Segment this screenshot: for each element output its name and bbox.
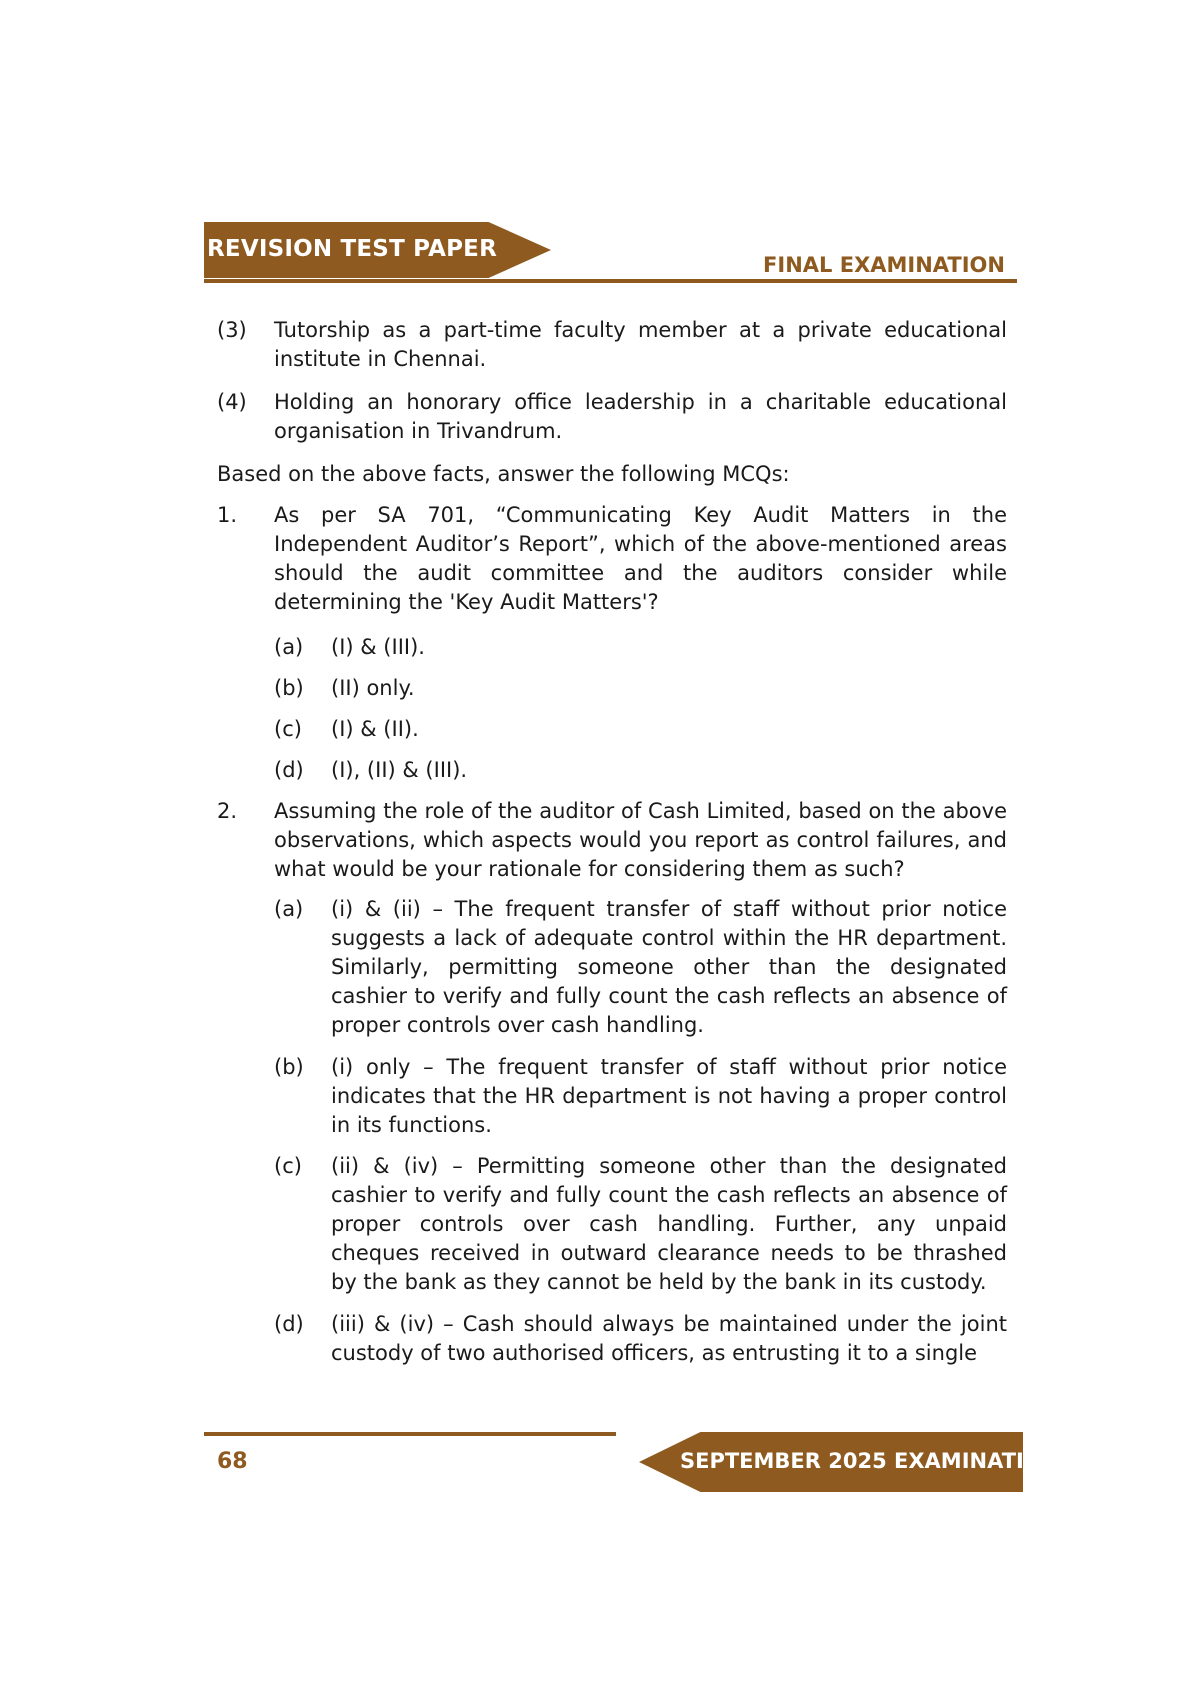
- option-text: (I), (II) & (III).: [331, 758, 468, 782]
- list-item-label: (4): [217, 390, 247, 414]
- option-label: (a): [274, 635, 304, 659]
- option-label: (c): [274, 1154, 302, 1178]
- question-text: As per SA 701, “Communicating Key Audit Matters in the Independent Auditor’s Report”, which of the above-mentioned areas should the audit committee and the auditors consider while determining the 'Key Audit Matters'?: [274, 503, 1007, 614]
- option-label: (d): [274, 758, 304, 782]
- list-item-text: Holding an honorary office leadership in a charitable educational organisation in Trivandrum.: [274, 390, 1007, 443]
- list-item: [217, 388, 1007, 448]
- option-label: (a): [274, 897, 304, 921]
- option-text: (II) only.: [331, 676, 415, 700]
- question: [217, 797, 1007, 887]
- option-text: (iii) & (iv) – Cash should always be maintained under the joint custody of two authorised officers, as entrusting it to a single: [331, 1312, 1007, 1365]
- option-text: (I) & (III).: [331, 635, 425, 659]
- footer-rule: [204, 1432, 616, 1436]
- option-label: (b): [274, 676, 304, 700]
- header-banner-title: REVISION TEST PAPER: [207, 236, 497, 262]
- option-text: (i) only – The frequent transfer of staff without prior notice indicates that the HR department is not having a proper control in its functions.: [331, 1055, 1007, 1137]
- option-label: (c): [274, 717, 302, 741]
- list-item-label: (3): [217, 318, 247, 342]
- header-rule: [204, 279, 1017, 283]
- question-number: 1.: [217, 503, 238, 527]
- option-label: (b): [274, 1055, 304, 1079]
- question: [217, 501, 1007, 621]
- intro-text: Based on the above facts, answer the following MCQs:: [217, 462, 790, 486]
- question-number: 2.: [217, 799, 238, 823]
- option-label: (d): [274, 1312, 304, 1336]
- question-text: Assuming the role of the auditor of Cash Limited, based on the above observations, which aspects would you report as control failures, and what would be your rationale for considering them as such?: [274, 799, 1007, 881]
- page-number: 68: [217, 1449, 248, 1474]
- list-item: [217, 316, 1007, 376]
- list-item-text: Tutorship as a part-time faculty member at a private educational institute in Chennai.: [274, 318, 1007, 371]
- option-text: (ii) & (iv) – Permitting someone other than the designated cashier to verify and fully count the cash reflects an absence of proper controls over cash handling. Further, any unpaid cheques received in outward clearance needs to be thrashed by the bank as they cannot be held by the bank in its custody.: [331, 1154, 1007, 1294]
- option-text: (I) & (II).: [331, 717, 419, 741]
- footer-exam-title: SEPTEMBER 2025 EXAMINATION: [680, 1449, 1060, 1473]
- option-text: (i) & (ii) – The frequent transfer of staff without prior notice suggests a lack of adequate control within the HR department. Similarly, permitting someone other than the designated cashier to verify and fully count the cash reflects an absence of proper controls over cash handling.: [331, 897, 1007, 1037]
- header-right-title: FINAL EXAMINATION: [763, 253, 1005, 277]
